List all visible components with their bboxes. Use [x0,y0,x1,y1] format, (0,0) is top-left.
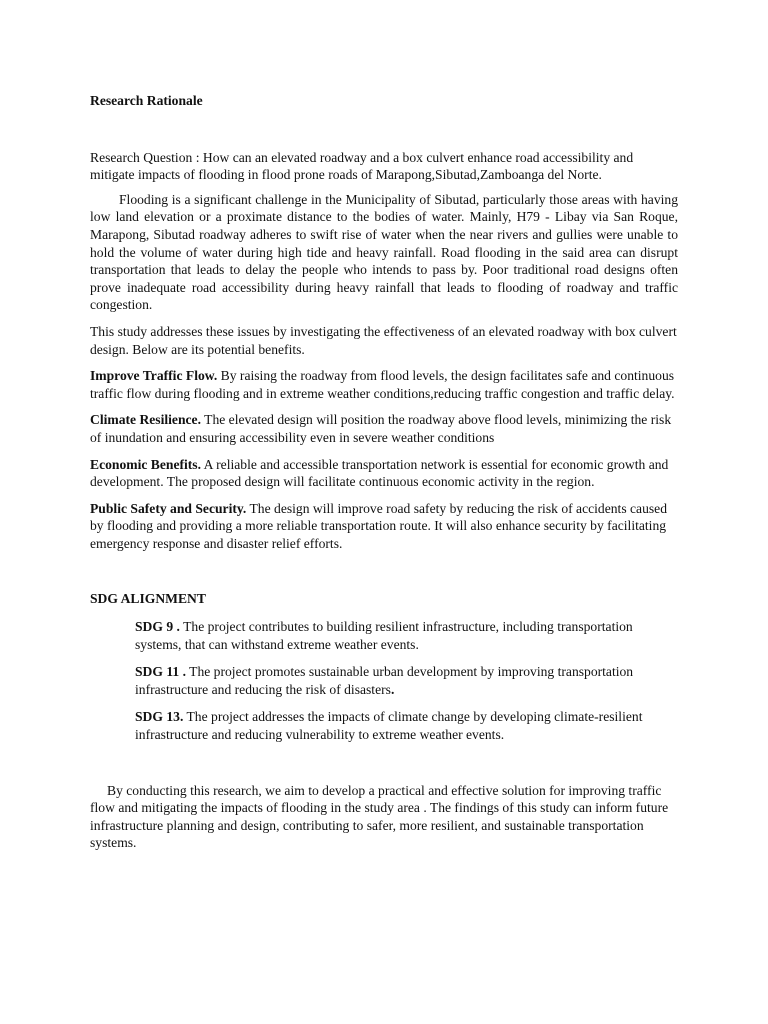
flooding-paragraph: Flooding is a significant challenge in the Municipality of Sibutad, particularly those areas with having low land elevation or a proximate distance to the bodies of water. Mainly, H79 - Libay via San Roque, Marapong, Sibutad roadway adheres to swift rise of water when the near rivers and gullies were unable to hold the volume of water during high tide and heavy rainfall. Road flooding in the said area can disrupt transportation that leads to delay the people who intends to pass by. Poor traditional road designs often prove inadequate road accessibility during heavy rainfall that leads to flooding of roadway and traffic congestion. [90,191,678,313]
sdg-heading: SDG ALIGNMENT [90,591,206,607]
study-paragraph: This study addresses these issues by investigating the effectiveness of an elevated roadway with box culvert design. Below are its potential benefits. [90,323,677,357]
sdg-label: SDG 9 . [135,619,180,635]
document-body [90,92,678,852]
sdg-trailing-period: . [390,681,395,697]
benefit-traffic-flow [90,367,678,402]
benefit-label: Improve Traffic Flow. [90,368,218,384]
benefit-label: Public Safety and Security. [90,500,247,516]
sdg-item-9 [135,618,655,653]
sdg-text: The project addresses the impacts of climate change by developing climate-resilient infrastructure and reducing vulnerability to extreme weather events. [135,709,643,743]
sdg-text: The project contributes to building resilient infrastructure, including transportation systems, that can withstand extreme weather events. [135,619,633,652]
sdg-label: SDG 13. [135,709,184,725]
section-title: Research Rationale [90,93,203,108]
benefit-text: The elevated design will position the roadway above flood levels, minimizing the risk of inundation and ensuring accessibility even in severe weather conditions [90,412,672,445]
benefit-climate-resilience [90,411,678,446]
benefit-economic [90,456,678,491]
benefit-label: Climate Resilience. [90,412,201,428]
sdg-item-11 [135,663,655,698]
sdg-text: The project promotes sustainable urban development by improving transportation infrastructure and reducing the risk of disasters [135,664,634,697]
benefit-text: By raising the roadway from flood levels, the design facilitates safe and continuous traffic flow during flooding and in extreme weather conditions,reducing traffic congestion and traffic delay. [90,368,675,401]
benefit-text: The design will improve road safety by reducing the risk of accidents caused by flooding and providing a more reliable transportation route. It will also enhance security by facilitating emergency response and disaster relief efforts. [90,500,667,551]
benefit-text: A reliable and accessible transportation network is essential for economic growth and development. The proposed design will facilitate continuous economic activity in the region. [90,456,669,490]
sdg-item-13 [135,708,655,743]
conclusion-paragraph: By conducting this research, we aim to develop a practical and effective solution for improving traffic flow and mitigating the impacts of flooding in the study area . The findings of this study can inform future infrastructure planning and design, contributing to safer, more resilient, and sustainable transportation systems. [90,782,669,851]
benefit-public-safety [90,500,678,553]
benefit-label: Economic Benefits. [90,456,202,472]
research-question: Research Question : How can an elevated roadway and a box culvert enhance road accessibility and mitigate impacts of flooding in flood prone roads of Marapong,Sibutad,Zamboanga del Norte. [90,149,634,183]
sdg-label: SDG 11 . [135,664,186,680]
sdg-list [135,618,655,744]
